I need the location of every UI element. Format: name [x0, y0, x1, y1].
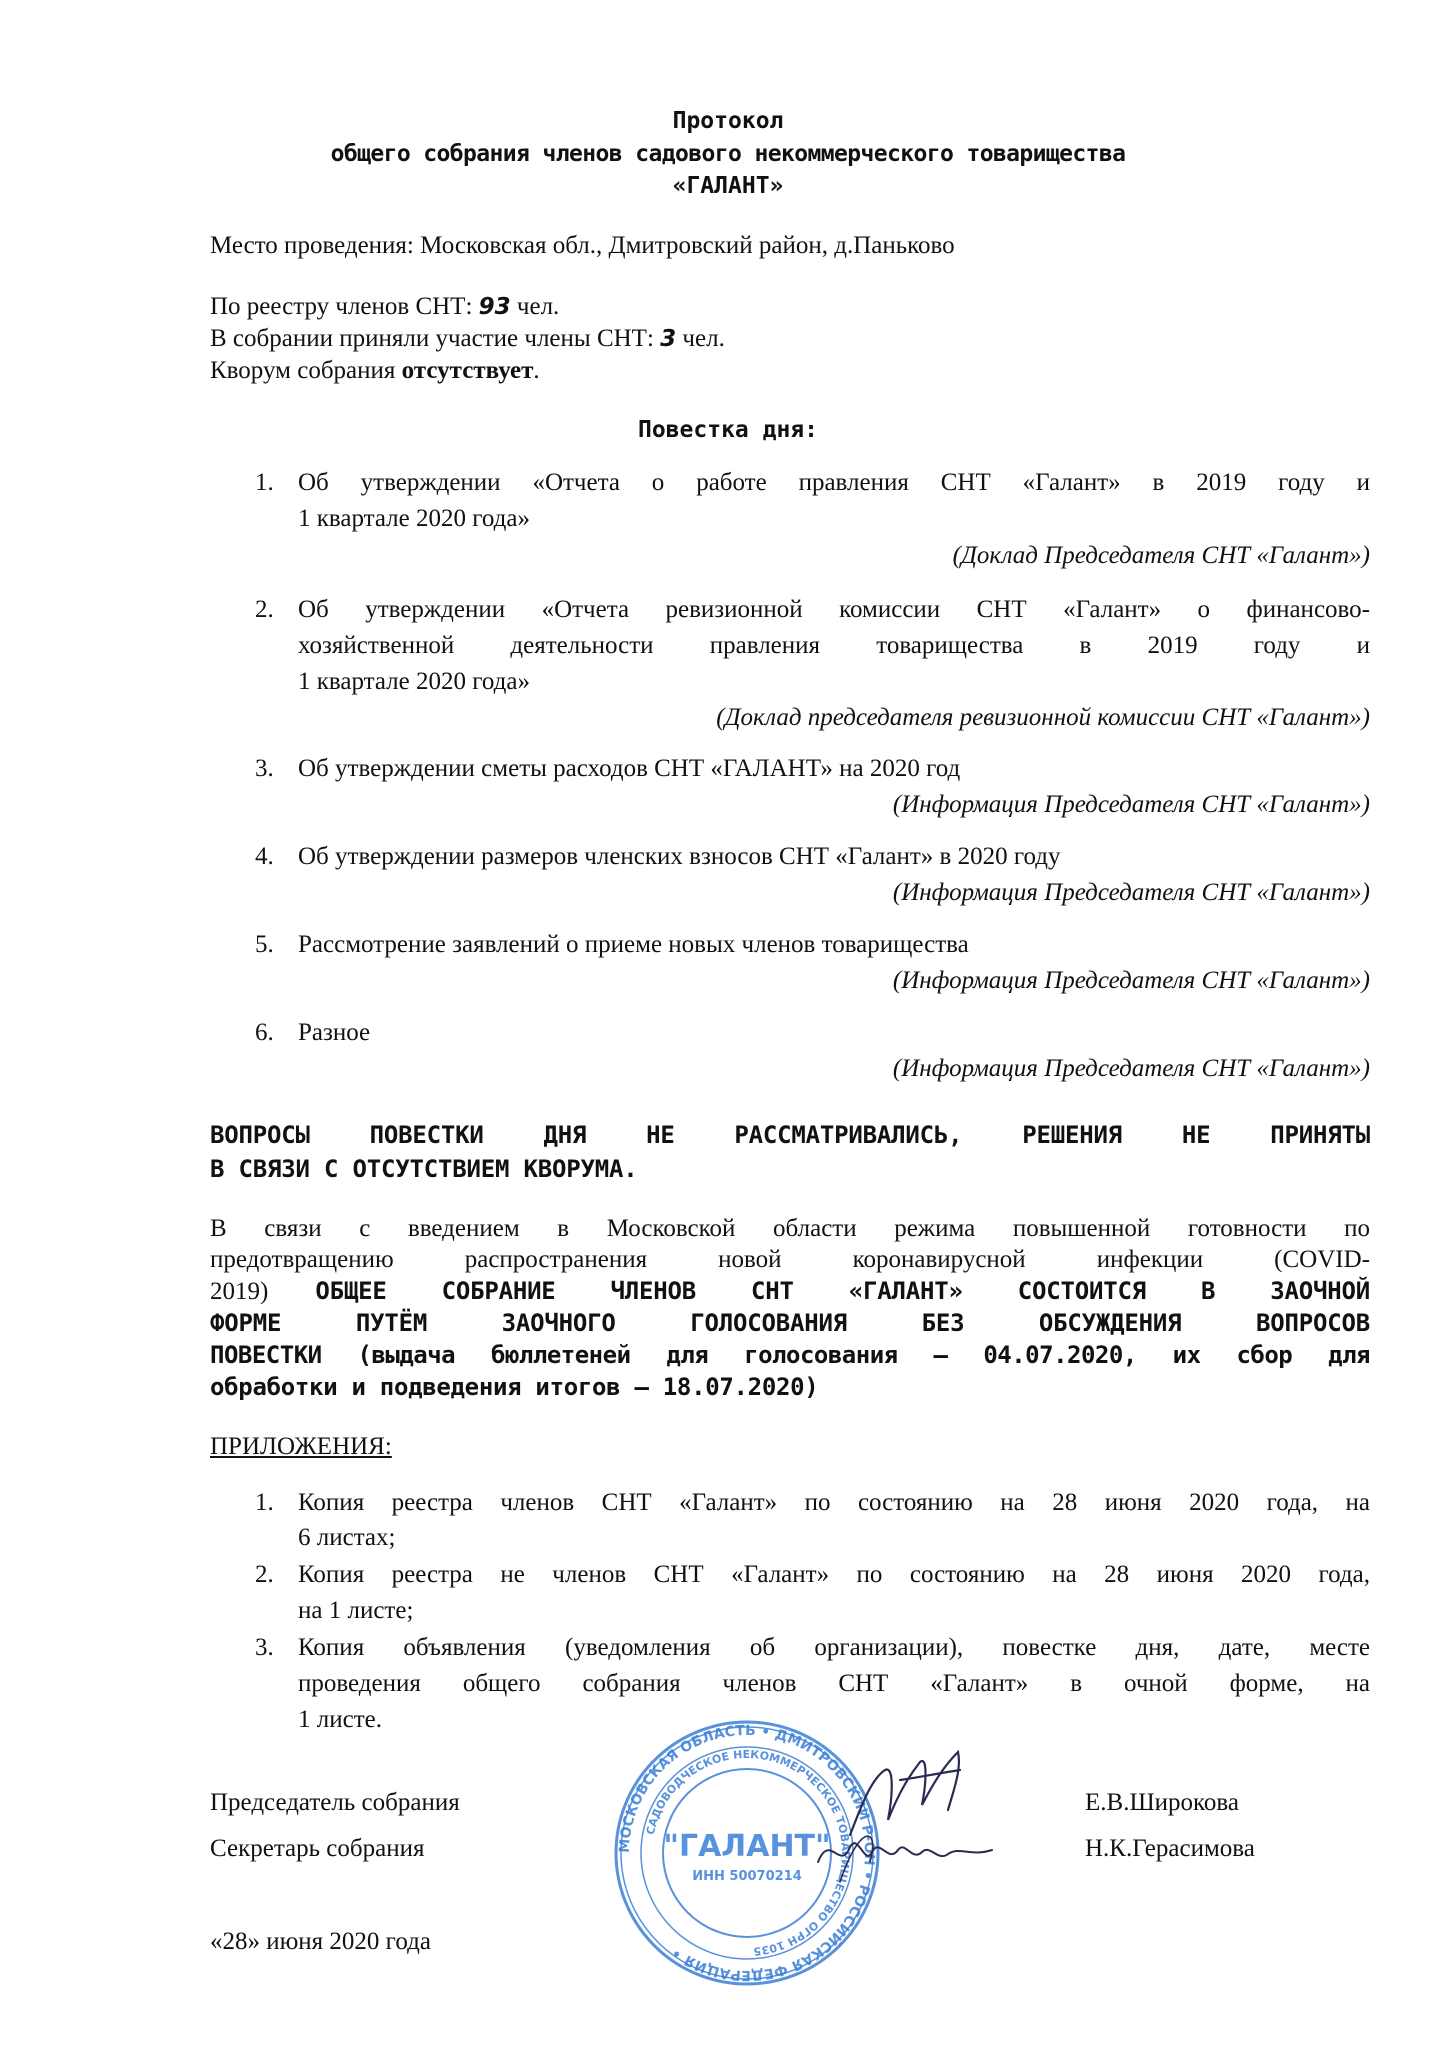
appendix-1-line2: 6 листах; [298, 1524, 396, 1551]
quorum-end: . [533, 357, 540, 384]
covid-line3 [210, 1274, 1370, 1309]
secretary-name: Н.К.Герасимова [1085, 1835, 1255, 1862]
venue-text: Место проведения: Московская обл., Дмитровский район, д.Паньково [210, 232, 955, 259]
quorum-line [210, 354, 540, 388]
agenda-item-5-line1: Рассмотрение заявлений о приеме новых членов товарищества [298, 931, 969, 958]
subtitle: общего собрания членов садового некоммерческого товарищества [330, 141, 1126, 167]
covid-line3-bold: ОБЩЕЕ СОБРАНИЕ ЧЛЕНОВ СНТ «ГАЛАНТ» СОСТОИТСЯ В ЗАОЧНОЙ [315, 1277, 1370, 1305]
covid-line1: В связи с введением в Московской области режима повышенной готовности по [210, 1215, 1370, 1242]
appendix-1-line1: Копия реестра членов СНТ «Галант» по состоянию на 28 июня 2020 года, на [298, 1489, 1370, 1516]
appendix-2-line1: Копия реестра не членов СНТ «Галант» по состоянию на 28 июня 2020 года, [298, 1561, 1370, 1588]
notice-line1: ВОПРОСЫ ПОВЕСТКИ ДНЯ НЕ РАССМАТРИВАЛИСЬ, РЕШЕНИЯ НЕ ПРИНЯТЫ [210, 1121, 1370, 1149]
appendix-3-line1: Копия объявления (уведомления об организации), повестке дня, дате, месте [298, 1634, 1370, 1661]
agenda-item-6-note: (Информация Председателя СНТ «Галант») [892, 1055, 1370, 1082]
stamp-name: "ГАЛАНТ" [663, 1829, 831, 1864]
appendix-3-line2: проведения общего собрания членов СНТ «Галант» в очной форме, на [298, 1670, 1370, 1697]
present-unit: чел. [682, 325, 725, 352]
organization-name: «ГАЛАНТ» [672, 173, 784, 199]
chair-name: Е.В.Широкова [1085, 1789, 1239, 1816]
appendix-1-num: 1. [255, 1489, 274, 1516]
agenda-item-1-line1: Об утверждении «Отчета о работе правления СНТ «Галант» в 2019 году и [298, 469, 1370, 496]
notice-line2: В СВЯЗИ С ОТСУТСТВИЕМ КВОРУМА. [210, 1155, 638, 1183]
members-unit: чел. [516, 293, 560, 320]
agenda-item-5-num: 5. [255, 931, 274, 958]
covid-line4: ФОРМЕ ПУТЁМ ЗАОЧНОГО ГОЛОСОВАНИЯ БЕЗ ОБСУЖДЕНИЯ ВОПРОСОВ [210, 1309, 1370, 1337]
agenda-item-2-line2: хозяйственной деятельности правления товарищества в 2019 году и [298, 632, 1370, 659]
agenda-item-2-note: (Доклад председателя ревизионной комиссии СНТ «Галант») [716, 704, 1370, 731]
agenda-item-5-note: (Информация Председателя СНТ «Галант») [892, 967, 1370, 994]
covid-line5: ПОВЕСТКИ (выдача бюллетеней для голосования – 04.07.2020, их сбор для [210, 1341, 1370, 1369]
appendix-3-line3: 1 листе. [298, 1706, 382, 1733]
members-count: 93 [478, 294, 511, 320]
agenda-item-2-line3: 1 квартале 2020 года» [298, 668, 530, 695]
agenda-item-6-num: 6. [255, 1019, 274, 1046]
agenda-item-1-line2: 1 квартале 2020 года» [298, 505, 530, 532]
agenda-item-6-line1: Разное [298, 1019, 371, 1046]
members-label: По реестру членов СНТ: [210, 293, 473, 320]
present-line [210, 322, 725, 356]
members-line [210, 290, 559, 324]
covid-line2: предотвращению распространения новой коронавирусной инфекции (COVID- [210, 1246, 1370, 1273]
quorum-value: отсутствует [401, 357, 534, 384]
agenda-item-2-line1: Об утверждении «Отчета ревизионной комиссии СНТ «Галант» о финансово- [298, 596, 1370, 623]
stamp-outer-text: МОСКОВСКАЯ ОБЛАСТЬ • ДМИТРОВСКИЙ Р-ОН • РОССИЙСКАЯ ФЕДЕРАЦИЯ • [616, 1722, 878, 1984]
covid-line6: обработки и подведения итогов – 18.07.2020) [210, 1373, 819, 1401]
present-label: В собрании приняли участие члены СНТ: [210, 325, 654, 352]
agenda-item-3-num: 3. [255, 755, 274, 782]
stamp-inn: ИНН 50070214 [692, 1869, 802, 1884]
appendix-2-line2: на 1 листе; [298, 1597, 414, 1624]
secretary-label: Секретарь собрания [210, 1835, 425, 1862]
agenda-item-3-line1: Об утверждении сметы расходов СНТ «ГАЛАНТ» на 2020 год [298, 755, 961, 782]
agenda-item-4-line1: Об утверждении размеров членских взносов СНТ «Галант» в 2020 году [298, 843, 1061, 870]
appendix-3-num: 3. [255, 1634, 274, 1661]
present-count: 3 [660, 326, 677, 352]
agenda-item-2-num: 2. [255, 596, 274, 623]
appendix-2-num: 2. [255, 1561, 274, 1588]
secretary-signature [810, 1812, 1000, 1892]
appendices-title: ПРИЛОЖЕНИЯ: [210, 1433, 392, 1460]
quorum-label: Кворум собрания [210, 357, 396, 384]
agenda-item-3-note: (Информация Председателя СНТ «Галант») [892, 791, 1370, 818]
agenda-title: Повестка дня: [637, 417, 818, 443]
chair-label: Председатель собрания [210, 1789, 460, 1816]
document-date: «28» июня 2020 года [210, 1928, 431, 1955]
agenda-item-1-num: 1. [255, 469, 274, 496]
stamp-inner-text: САДОВОДЧЕСКОЕ НЕКОММЕРЧЕСКОЕ ТОВАРИЩЕСТВО ОГРН 1035 [643, 1747, 853, 1958]
agenda-item-4-num: 4. [255, 843, 274, 870]
agenda-item-1-note: (Доклад Председателя СНТ «Галант») [952, 542, 1370, 569]
title: Протокол [672, 108, 784, 134]
covid-line3-plain: 2019) [210, 1278, 269, 1305]
agenda-item-4-note: (Информация Председателя СНТ «Галант») [892, 879, 1370, 906]
